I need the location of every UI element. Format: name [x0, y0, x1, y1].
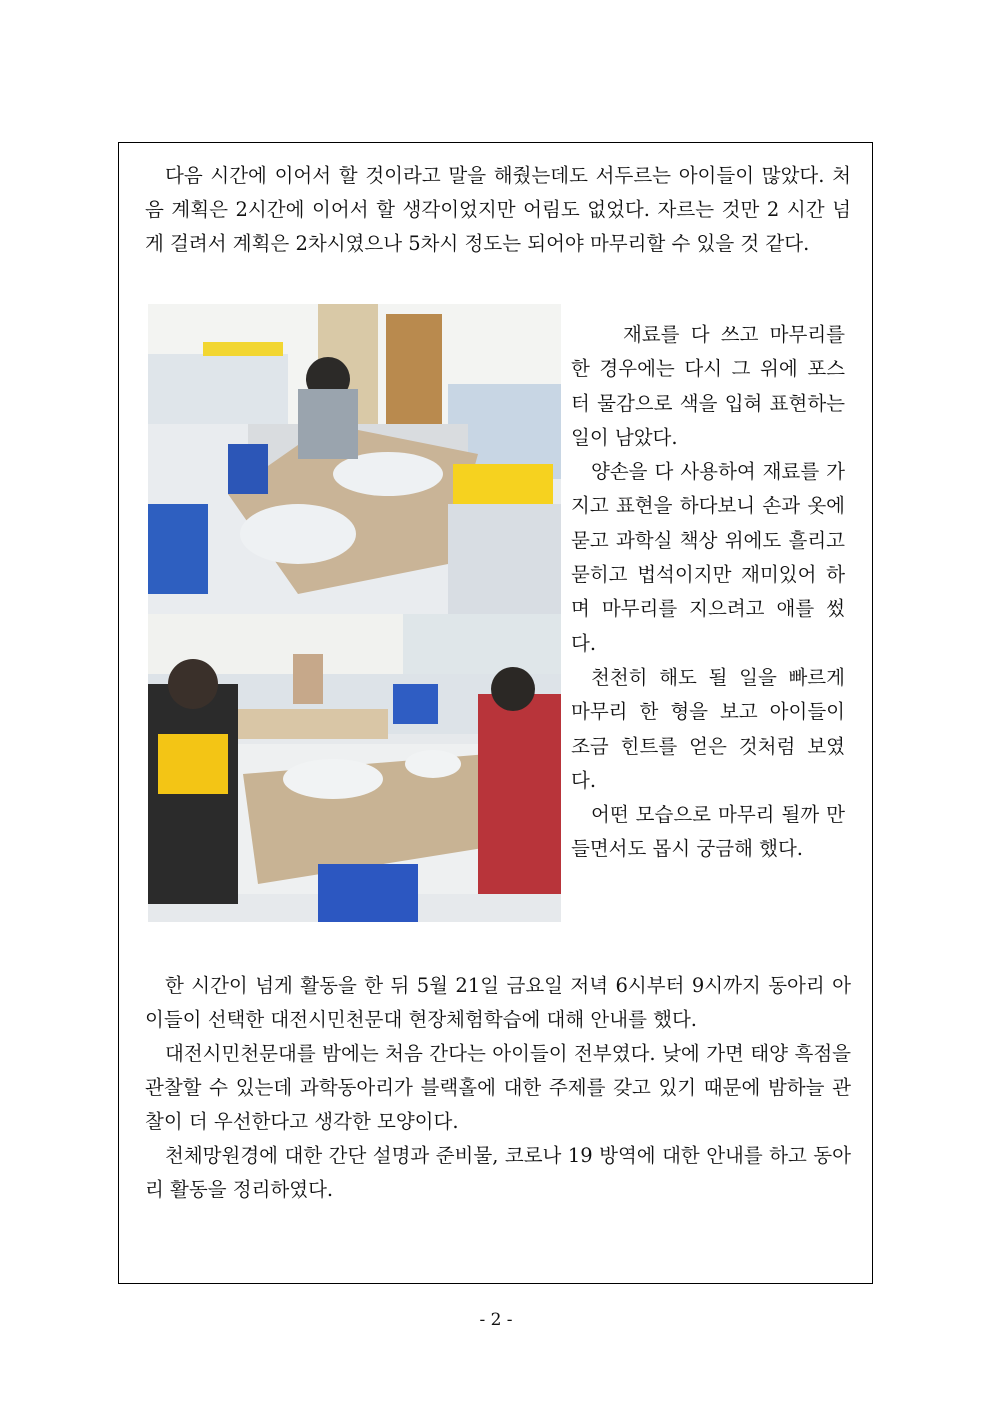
body-paragraph: 대전시민천문대를 밤에는 처음 간다는 아이들이 전부였다. 낮에 가면 태양 흑점을 관찰할 수 있는데 과학동아리가 블랙홀에 대한 주제를 갖고 있기 때문에 밤하늘 관찰이 더 우선한다고 생각한 모양이다.: [145, 1042, 851, 1133]
classroom-photo-top: [148, 304, 561, 614]
body-paragraph: 천체망원경에 대한 간단 설명과 준비물, 코로나 19 방역에 대한 안내를 하고 동아리 활동을 정리하였다.: [145, 1144, 851, 1201]
classroom-photo-bottom: [148, 614, 561, 922]
closing-section: [145, 969, 851, 1207]
page-number: - 2 -: [479, 1310, 513, 1330]
intro-paragraph: 다음 시간에 이어서 할 것이라고 말을 해줬는데도 서두르는 아이들이 많았다. 처음 계획은 2시간에 이어서 할 생각이었지만 어림도 없었다. 자르는 것만 2 시간 넘게 걸려서 계획은 2차시였으나 5차시 정도는 되어야 마무리할 수 있을 것 같다.: [145, 164, 851, 255]
side-paragraph: 천천히 해도 될 일을 빠르게 마무리 한 형을 보고 아이들이 조금 힌트를 얻은 것처럼 보였다.: [571, 665, 845, 792]
side-paragraph: 어떤 모습으로 마무리 될까 만들면서도 몹시 궁금해 했다.: [571, 803, 845, 861]
side-paragraph: 양손을 다 사용하여 재료를 가지고 표현을 하다보니 손과 옷에 묻고 과학실 책상 위에도 흘리고 묻히고 법석이지만 재미있어 하며 마무리를 지으려고 애를 썼다.: [571, 460, 845, 655]
side-paragraph: 재료를 다 쓰고 마무리를 한 경우에는 다시 그 위에 포스터 물감으로 색을 입혀 표현하는 일이 남았다.: [571, 323, 845, 449]
side-text-column: [571, 318, 845, 867]
body-paragraph: 한 시간이 넘게 활동을 한 뒤 5월 21일 금요일 저녁 6시부터 9시까지 동아리 아이들이 선택한 대전시민천문대 현장체험학습에 대해 안내를 했다.: [145, 974, 851, 1031]
